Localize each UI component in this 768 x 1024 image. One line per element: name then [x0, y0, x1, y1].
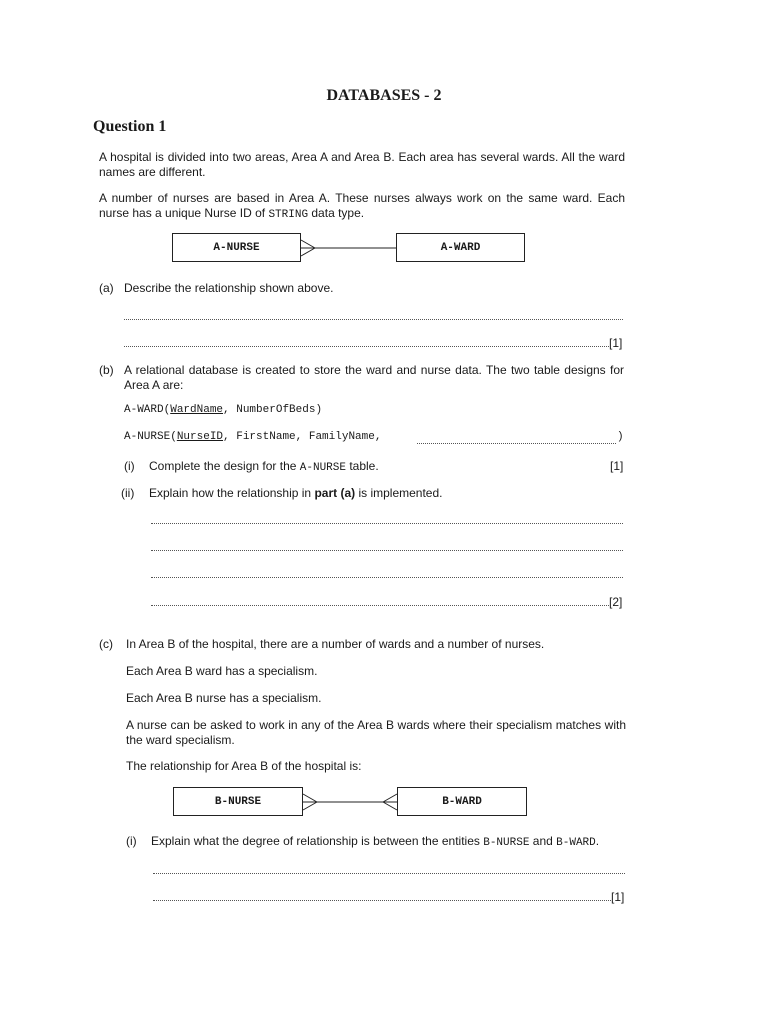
- part-a-reference: part (a): [314, 486, 356, 500]
- ward-table-design: [124, 404, 322, 416]
- one-to-many-connector: [301, 240, 396, 256]
- intro-paragraph-2: [99, 191, 625, 223]
- b-ward-entity: [397, 787, 527, 816]
- part-c-i-mark: [1]: [611, 890, 625, 904]
- nurse-table-close: ): [617, 431, 624, 443]
- part-b-ii-mark: [2]: [609, 595, 623, 609]
- b-nurse-entity: [173, 787, 303, 816]
- intro-text-end: data type.: [308, 206, 365, 220]
- part-b-text: A relational database is created to store the ward and nurse data. The two table designs for Area A are:: [124, 363, 624, 392]
- part-c-line-5: The relationship for Area B of the hospital is:: [126, 759, 362, 773]
- a-ward-label: A-WARD: [440, 241, 481, 254]
- part-b-i-text: Complete the design for the: [149, 459, 300, 473]
- answer-line: [124, 345, 609, 347]
- answer-line: [151, 576, 623, 578]
- part-b-label: (b): [99, 363, 114, 377]
- nurse-primary-key: NurseID: [176, 431, 224, 443]
- ward-table-name: A-WARD(: [124, 404, 171, 416]
- part-c-i-question: [151, 834, 599, 849]
- string-code: STRING: [268, 209, 309, 221]
- nurse-table-design: [124, 431, 381, 443]
- part-c-line-1: In Area B of the hospital, there are a number of wards and a number of nurses.: [126, 637, 545, 651]
- question-heading: Question 1: [93, 118, 167, 135]
- intro-text: A number of nurses are based in Area A. These nurses always work on the same ward. Each nurse has a unique Nurse ID of: [99, 191, 625, 220]
- many-to-many-connector: [303, 794, 397, 810]
- part-b-ii-question: [149, 486, 442, 500]
- part-b-i-label: (i): [124, 459, 135, 473]
- a-nurse-label: A-NURSE: [213, 241, 260, 254]
- part-c-i-end: .: [595, 834, 600, 848]
- answer-line: [151, 522, 623, 524]
- b-nurse-label: B-NURSE: [214, 795, 262, 808]
- answer-line: [153, 899, 611, 901]
- b-nurse-code: B-NURSE: [483, 837, 530, 849]
- part-c-line-2: Each Area B ward has a specialism.: [126, 664, 318, 678]
- a-nurse-entity: [172, 233, 301, 262]
- part-c-line-4: A nurse can be asked to work in any of the Area B wards where their specialism matches with the ward specialism.: [126, 718, 626, 747]
- b-ward-label: B-WARD: [442, 795, 482, 808]
- part-a-question: Describe the relationship shown above.: [124, 281, 334, 295]
- nurse-fill-in-line: [417, 442, 616, 444]
- a-ward-entity: [396, 233, 525, 262]
- part-b-i-text-end: table.: [345, 459, 379, 473]
- ward-primary-key: WardName: [170, 404, 224, 416]
- ward-attributes: , NumberOfBeds): [223, 404, 323, 416]
- part-b-i-question: [149, 459, 379, 474]
- nurse-attributes: , FirstName, FamilyName,: [223, 431, 382, 443]
- part-b-ii-text: Explain how the relationship in: [149, 486, 315, 500]
- nurse-table-name: A-NURSE(: [124, 431, 177, 443]
- part-c-line-3: Each Area B nurse has a specialism.: [126, 691, 322, 705]
- answer-line: [153, 872, 625, 874]
- answer-line: [124, 318, 623, 320]
- answer-line: [151, 549, 623, 551]
- part-a-label: (a): [99, 281, 114, 295]
- part-b-i-mark: [1]: [610, 459, 624, 473]
- part-c-i-label: (i): [126, 834, 137, 848]
- answer-line: [151, 604, 609, 606]
- intro-paragraph-1: A hospital is divided into two areas, Area A and Area B. Each area has several wards. All the ward names are different.: [99, 150, 625, 179]
- a-nurse-code: A-NURSE: [299, 462, 346, 474]
- b-ward-code: B-WARD: [556, 837, 596, 849]
- part-b-ii-label: (ii): [121, 486, 135, 500]
- part-c-label: (c): [99, 637, 113, 651]
- part-c-i-text: Explain what the degree of relationship is between the entities: [151, 834, 484, 848]
- part-c-i-and: and: [529, 834, 557, 848]
- part-b-ii-text-end: is implemented.: [355, 486, 443, 500]
- part-a-mark: [1]: [609, 336, 623, 350]
- page-title: DATABASES - 2: [326, 87, 442, 104]
